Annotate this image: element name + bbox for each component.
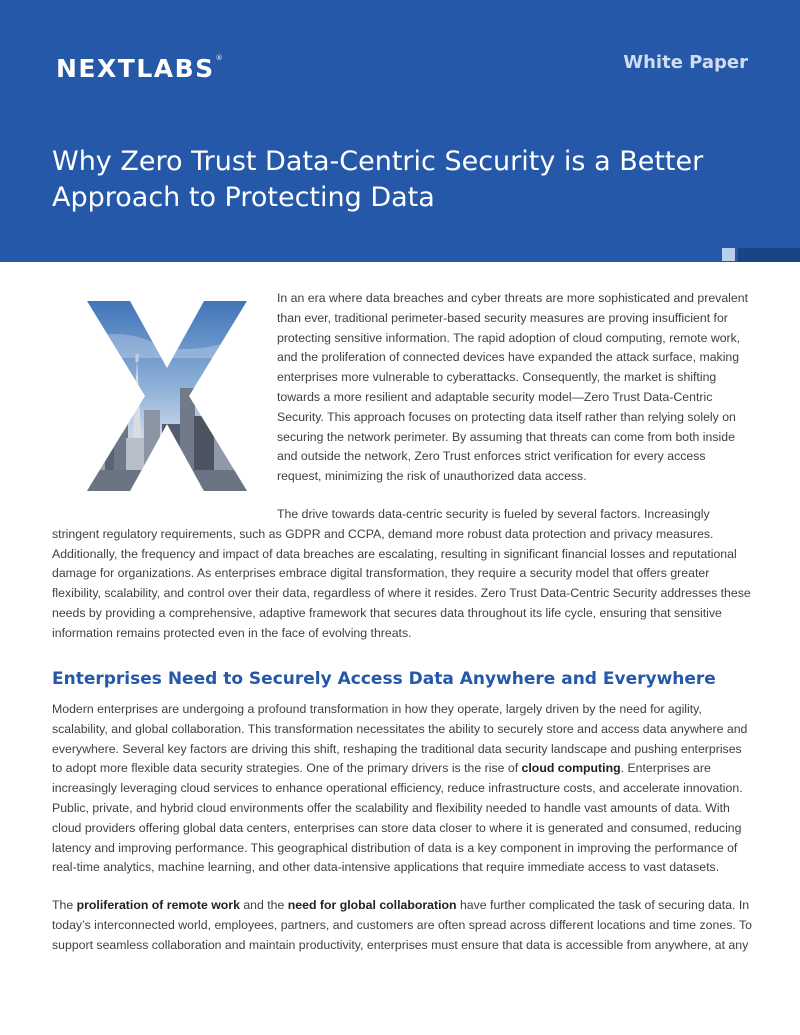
nextlabs-logo: NEXTLABS® [56, 54, 225, 83]
document-type-label: White Paper [623, 52, 748, 73]
intro-paragraph: In an era where data breaches and cyber threats are more sophisticated and prevalent than ever, traditional perimeter-based security measures are proving insufficient for protecting sensitive information. The rapid adoption of cloud computing, remote work, and the proliferation of connected devices have expanded the attack surface, making enterprises more vulnerable to cyberattacks. Consequently, the market is shifting towards a more resilient and adaptable security model—Zero Trust Data-Centric Security. This approach focuses on protecting data itself rather than relying solely on securing the network perimeter. By assuming that threats can come from both inside and outside the network, Zero Trust enforces strict verification for every access request, minimizing the risk of unauthorized data access. [277, 291, 748, 484]
accent-square [722, 248, 735, 261]
section-paragraph-2: The proliferation of remote work and the need for global collaboration have further complicated the task of securing data. In today’s interconnected world, employees, partners, and customers are often spread across different locations and time zones. To support seamless collaboration and maintain productivity, enterprises must ensure that data is accessible from anywhere, at any [52, 898, 752, 952]
page-title: Why Zero Trust Data-Centric Security is a Better Approach to Protecting Data [52, 146, 704, 213]
accent-bar [738, 248, 800, 262]
header-banner [0, 0, 800, 262]
x-city-skyline-image [84, 298, 250, 494]
drivers-paragraph: The drive towards data-centric security is fueled by several factors. Increasingly stringent regulatory requirements, such as GDPR and CCPA, demand more robust data protection and privacy measures. Additionally, the frequency and impact of data breaches are escalating, resulting in significant financial losses and reputational damage for organizations. As enterprises embrace digital transformation, they require a security model that offers greater flexibility, scalability, and control over their data, regardless of where it resides. Zero Trust Data-Centric Security addresses these needs by providing a comprehensive, adaptive framework that secures data throughout its life cycle, ensuring that sensitive information remains protected even in the face of evolving threats. [52, 507, 751, 640]
section-heading: Enterprises Need to Securely Access Data Anywhere and Everywhere [52, 669, 716, 689]
section-paragraph-1: Modern enterprises are undergoing a profound transformation in how they operate, largely driven by the need for agility, scalability, and global collaboration. This transformation necessitates the ability to securely store and access data anywhere and everywhere. Several key factors are driving this shift, reshaping the traditional data security landscape and pushing enterprises to adopt more flexible data security strategies. One of the primary drivers is the rise of cloud computing. Enterprises are increasingly leveraging cloud services to enhance operational efficiency, reduce infrastructure costs, and accelerate innovation. Public, private, and hybrid cloud environments offer the scalability and flexibility needed to handle vast amounts of data. With cloud providers offering global data centers, enterprises can store data closer to where it is generated and consumed, reducing latency and improving performance. This geographical distribution of data is a key component in improving the performance of real-time analytics, machine learning, and other data-intensive applications that require immediate access to vast datasets. [52, 702, 748, 875]
